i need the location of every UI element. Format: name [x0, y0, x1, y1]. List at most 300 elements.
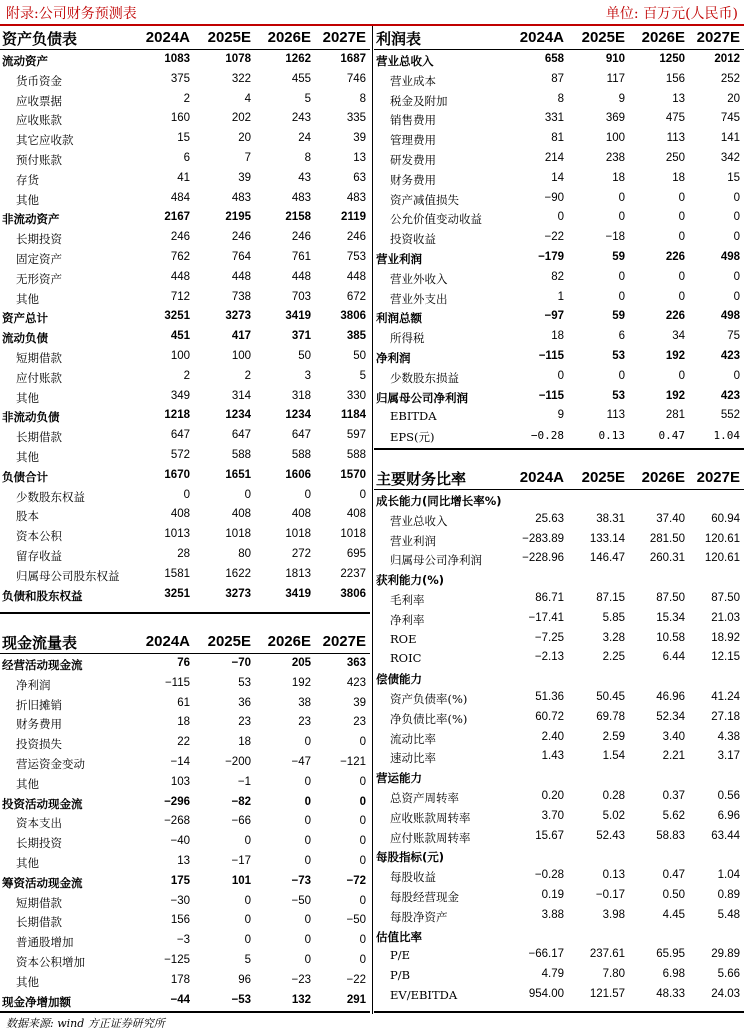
- balance-row-label: 其他: [16, 390, 39, 405]
- balance-cell: 15: [177, 132, 190, 145]
- income-cell: 0: [618, 211, 625, 224]
- cashflow-cell: 18: [177, 716, 190, 729]
- balance-row: [0, 446, 370, 466]
- income-row: [374, 109, 744, 129]
- cashflow-cell: 205: [291, 657, 311, 669]
- income-cell: 0: [678, 231, 685, 244]
- balance-row-label: 短期借款: [16, 350, 62, 365]
- balance-cell: 1218: [164, 409, 190, 422]
- balance-cell: 3273: [225, 310, 251, 323]
- balance-cell: 2167: [164, 211, 190, 224]
- ratios-row-label: 估值比率: [376, 929, 422, 944]
- ratios-cell: 0.89: [717, 888, 740, 901]
- income-row: [374, 70, 744, 90]
- balance-cell: 484: [170, 191, 190, 204]
- balance-row-label: 存货: [16, 172, 39, 187]
- balance-cell: 597: [346, 429, 366, 442]
- balance-cell: 1184: [341, 409, 366, 422]
- income-row: [374, 228, 744, 248]
- ratios-row: [374, 906, 744, 926]
- income-cell: 0: [733, 290, 740, 303]
- income-cell: 15: [727, 171, 740, 184]
- balance-cell: 24: [298, 132, 311, 145]
- ratios-cell: 48.33: [656, 987, 685, 1000]
- balance-cell: 3273: [225, 587, 251, 600]
- balance-cell: 1813: [285, 567, 311, 580]
- cashflow-cell: −200: [225, 755, 251, 768]
- cashflow-cell: 175: [170, 874, 190, 887]
- ratios-row-label: 净利率: [390, 612, 425, 627]
- ratios-col-header: 2025E: [581, 469, 625, 486]
- balance-row-label: 其他: [16, 449, 39, 464]
- ratios-row-label: 归属母公司净利润: [390, 553, 482, 568]
- ratios-row-label: 每股收益: [390, 870, 436, 885]
- income-cell: 9: [618, 92, 625, 105]
- ratios-row-label: 每股净资产: [390, 909, 448, 924]
- balance-cell: 647: [170, 429, 190, 442]
- balance-cell: 1078: [225, 53, 251, 65]
- income-row: [374, 268, 744, 288]
- income-col-header: 2025E: [581, 29, 625, 46]
- income-col-header: 2026E: [641, 29, 685, 46]
- ratios-row-label: 速动比率: [390, 751, 436, 766]
- cashflow-bottom-rule: [0, 1011, 370, 1013]
- ratios-cell: 2.59: [602, 730, 625, 743]
- income-cell: 2012: [714, 53, 740, 65]
- cashflow-cell: −3: [176, 934, 190, 947]
- balance-cell: 483: [291, 191, 311, 204]
- cashflow-cell: 291: [346, 993, 366, 1006]
- cashflow-cell: 0: [304, 736, 311, 749]
- income-row-label: 研发费用: [390, 152, 436, 167]
- ratios-cell: 12.15: [711, 651, 740, 664]
- ratios-row: [374, 490, 744, 510]
- ratios-cell: 52.34: [656, 710, 685, 723]
- cashflow-cell: 0: [359, 815, 366, 828]
- cashflow-row-label: 投资活动现金流: [2, 796, 83, 811]
- balance-cell: 761: [291, 250, 311, 263]
- balance-col-header: 2027E: [322, 29, 366, 46]
- balance-cell: 246: [291, 231, 311, 244]
- income-cell: 113: [606, 409, 625, 422]
- balance-cell: 1606: [285, 468, 311, 481]
- income-cell: 87: [551, 72, 564, 85]
- cashflow-cell: −50: [346, 914, 366, 927]
- cashflow-row: [0, 713, 370, 733]
- income-cell: 18: [672, 171, 685, 184]
- balance-cell: 753: [346, 250, 366, 263]
- income-row-label: 资产减值损失: [390, 192, 459, 207]
- balance-cell: 5: [304, 92, 311, 105]
- balance-cell: 50: [298, 349, 311, 362]
- balance-row: [0, 486, 370, 506]
- balance-cell: 588: [231, 448, 251, 461]
- ratios-col-header: 2024A: [519, 469, 564, 486]
- balance-row: [0, 149, 370, 169]
- income-cell: 192: [665, 389, 685, 402]
- balance-row: [0, 307, 370, 327]
- income-cell: 0: [733, 191, 740, 204]
- cashflow-cell: 61: [177, 696, 190, 709]
- balance-cell: 3419: [285, 310, 311, 323]
- cashflow-row: [0, 852, 370, 872]
- cashflow-cell: 0: [304, 815, 311, 828]
- ratios-cell: 69.78: [596, 710, 625, 723]
- income-cell: 18: [612, 171, 625, 184]
- ratios-cell: −0.17: [595, 888, 625, 901]
- cashflow-cell: 53: [238, 676, 251, 689]
- ratios-cell: 0.37: [662, 789, 685, 802]
- income-cell: −115: [538, 349, 564, 362]
- balance-cell: 2: [183, 92, 190, 105]
- ratios-row-label: 流动比率: [390, 731, 436, 746]
- balance-row-label: 其他: [16, 291, 39, 306]
- ratios-cell: −283.89: [522, 532, 564, 545]
- ratios-cell: 133.14: [589, 532, 625, 545]
- balance-sheet-table: [0, 26, 370, 604]
- cashflow-cell: −50: [291, 894, 311, 907]
- ratios-cell: 38.31: [596, 512, 625, 525]
- income-cell: 423: [720, 389, 740, 402]
- balance-cell: 1670: [164, 468, 190, 481]
- ratios-cell: 3.98: [602, 908, 625, 921]
- income-row: [374, 327, 744, 347]
- balance-cell: 417: [231, 330, 251, 343]
- balance-row-label: 少数股东权益: [16, 489, 85, 504]
- income-cell: 0: [733, 270, 740, 283]
- ratios-row: [374, 569, 744, 589]
- ratios-cell: 0.50: [662, 888, 685, 901]
- ratios-row-label: ROIC: [390, 651, 422, 666]
- cashflow-row: [0, 872, 370, 892]
- balance-cell: 1234: [285, 409, 311, 422]
- cashflow-cell: 39: [353, 696, 366, 709]
- balance-cell: 3419: [285, 587, 311, 600]
- ratios-cell: 0.20: [541, 789, 564, 802]
- cashflow-cell: 101: [231, 874, 251, 887]
- balance-cell: 588: [346, 448, 366, 461]
- cashflow-row: [0, 971, 370, 991]
- cashflow-cell: −66: [231, 815, 251, 828]
- balance-row: [0, 545, 370, 565]
- income-row: [374, 129, 744, 149]
- cashflow-row: [0, 753, 370, 773]
- cashflow-row-label: 现金净增加额: [2, 994, 71, 1009]
- cashflow-row: [0, 931, 370, 951]
- ratios-cell: 60.72: [535, 710, 564, 723]
- income-cell: 226: [665, 250, 685, 263]
- balance-row: [0, 387, 370, 407]
- cashflow-cell: 0: [359, 953, 366, 966]
- balance-row: [0, 406, 370, 426]
- balance-cell: 695: [346, 547, 366, 560]
- income-cell: 658: [544, 53, 564, 65]
- ratios-cell: 7.80: [602, 968, 625, 981]
- cashflow-cell: 23: [238, 716, 251, 729]
- ratios-cell: 1.54: [602, 750, 625, 763]
- ratios-cell: −66.17: [528, 948, 564, 961]
- balance-row: [0, 50, 370, 70]
- ratios-row-label: 营运能力: [376, 771, 422, 786]
- income-cell: 552: [720, 409, 740, 422]
- cashflow-cell: −17: [231, 854, 251, 867]
- balance-row-label: 归属母公司股东权益: [16, 568, 120, 583]
- cashflow-cell: −125: [164, 953, 190, 966]
- balance-row-label: 预付账款: [16, 152, 62, 167]
- balance-cell: 1083: [164, 53, 190, 65]
- income-cell: 745: [720, 112, 740, 125]
- balance-cell: 762: [170, 250, 190, 263]
- cashflow-cell: 178: [170, 973, 190, 986]
- balance-cell: 375: [170, 72, 190, 85]
- cashflow-cell: 0: [304, 775, 311, 788]
- appendix-title: 附录:公司财务预测表: [6, 6, 137, 22]
- balance-row: [0, 70, 370, 90]
- balance-cell: 0: [244, 488, 251, 501]
- ratios-row: [374, 886, 744, 906]
- cashflow-cell: 103: [170, 775, 190, 788]
- cashflow-col-header: 2025E: [207, 633, 251, 650]
- income-cell: 0: [678, 211, 685, 224]
- balance-row: [0, 367, 370, 387]
- balance-cell: 1018: [340, 528, 366, 541]
- cashflow-row-label: 其他: [16, 855, 39, 870]
- ratios-cell: 24.03: [711, 987, 740, 1000]
- balance-cell: 1651: [225, 468, 251, 481]
- balance-row: [0, 228, 370, 248]
- balance-row-label: 股本: [16, 509, 39, 524]
- ratios-row-label: 毛利率: [390, 592, 425, 607]
- ratios-cell: 87.15: [596, 591, 625, 604]
- income-cell: 498: [720, 250, 740, 263]
- balance-cell: 1570: [340, 468, 366, 481]
- income-cell: 34: [672, 330, 685, 343]
- balance-row: [0, 347, 370, 367]
- income-cell: 1.04: [713, 429, 740, 443]
- ratios-cell: 0.13: [602, 869, 625, 882]
- balance-cell: 2: [183, 369, 190, 382]
- ratios-row: [374, 510, 744, 530]
- balance-cell: 408: [231, 508, 251, 521]
- ratios-cell: 58.83: [656, 829, 685, 842]
- balance-cell: 385: [346, 330, 366, 343]
- ratios-cell: 5.62: [662, 809, 685, 822]
- cashflow-cell: 0: [359, 835, 366, 848]
- income-cell: 0: [618, 270, 625, 283]
- income-row: [374, 208, 744, 228]
- income-cell: −179: [538, 250, 564, 263]
- balance-cell: 408: [346, 508, 366, 521]
- income-cell: 331: [544, 112, 564, 125]
- cashflow-cell: 0: [304, 953, 311, 966]
- income-cell: 9: [557, 409, 564, 422]
- income-cell: 100: [605, 132, 625, 145]
- income-col-header: 2024A: [519, 29, 564, 46]
- income-cell: 14: [551, 171, 564, 184]
- ratios-col-header: 2026E: [641, 469, 685, 486]
- balance-cell: 448: [346, 270, 366, 283]
- balance-row: [0, 189, 370, 209]
- ratios-cell: 4.38: [717, 730, 740, 743]
- cashflow-row: [0, 832, 370, 852]
- cashflow-cell: −1: [237, 775, 251, 788]
- ratios-row: [374, 787, 744, 807]
- ratios-cell: 41.24: [711, 690, 740, 703]
- ratios-cell: 27.18: [711, 710, 740, 723]
- income-cell: −18: [605, 231, 625, 244]
- income-cell: 75: [727, 330, 740, 343]
- income-row: [374, 387, 744, 407]
- balance-cell: 80: [238, 547, 251, 560]
- cashflow-row: [0, 951, 370, 971]
- ratios-row-label: 资产负债率(%): [390, 691, 468, 706]
- ratios-row-label: P/E: [390, 948, 411, 963]
- ratios-cell: −2.13: [534, 651, 564, 664]
- balance-row: [0, 565, 370, 585]
- balance-row: [0, 525, 370, 545]
- balance-row: [0, 169, 370, 189]
- balance-col-header: 2024A: [145, 29, 190, 46]
- income-row: [374, 307, 744, 327]
- ratios-row: [374, 668, 744, 688]
- ratios-col-header: 2027E: [696, 469, 740, 486]
- income-row-label: 营业总收入: [376, 54, 434, 68]
- ratios-cell: 260.31: [649, 552, 685, 565]
- ratios-cell: 15.67: [535, 829, 564, 842]
- balance-cell: 246: [346, 231, 366, 244]
- cashflow-row-label: 投资损失: [16, 737, 62, 752]
- ratios-cell: 4.79: [541, 968, 564, 981]
- ratios-row: [374, 866, 744, 886]
- cashflow-row: [0, 812, 370, 832]
- income-cell: 214: [544, 151, 564, 164]
- balance-row: [0, 248, 370, 268]
- income-row: [374, 406, 744, 426]
- balance-row: [0, 505, 370, 525]
- income-col-header: 2027E: [696, 29, 740, 46]
- ratios-cell: 10.58: [656, 631, 685, 644]
- cashflow-cell: −82: [231, 795, 251, 808]
- income-cell: 141: [720, 132, 740, 145]
- cashflow-cell: 0: [359, 854, 366, 867]
- cashflow-cell: −296: [164, 795, 190, 808]
- cashflow-cell: 192: [291, 676, 311, 689]
- ratios-cell: 3.40: [662, 730, 685, 743]
- balance-row-label: 应收账款: [16, 113, 62, 128]
- balance-cell: 0: [304, 488, 311, 501]
- ratios-row-label: 每股经营现金: [390, 889, 459, 904]
- ratios-cell: 6.96: [717, 809, 740, 822]
- income-cell: 498: [720, 310, 740, 323]
- balance-cell: 6: [183, 151, 190, 164]
- ratios-cell: 3.17: [717, 750, 740, 763]
- cashflow-cell: 13: [177, 854, 190, 867]
- balance-cell: 43: [298, 171, 311, 184]
- income-cell: 369: [605, 112, 625, 125]
- cashflow-cell: 423: [346, 676, 366, 689]
- balance-cell: 246: [231, 231, 251, 244]
- balance-row-label: 非流动资产: [2, 212, 60, 227]
- ratios-cell: −7.25: [534, 631, 564, 644]
- balance-cell: 712: [170, 290, 190, 303]
- balance-row-label: 货币资金: [16, 73, 62, 88]
- income-cell: 0: [557, 369, 564, 382]
- ratios-cell: 5.85: [602, 611, 625, 624]
- income-cell: 238: [605, 151, 625, 164]
- balance-row-label: 其它应收款: [16, 133, 74, 148]
- income-row-label: EPS(元): [390, 430, 435, 445]
- income-cell: 113: [666, 132, 685, 145]
- income-cell: 1250: [659, 53, 685, 65]
- cashflow-cell: 0: [304, 914, 311, 927]
- balance-col-header: 2025E: [207, 29, 251, 46]
- income-cell: 0.47: [658, 429, 685, 443]
- cashflow-cell: −70: [231, 657, 251, 669]
- ratios-row-label: 每股指标(元): [376, 850, 445, 865]
- income-row: [374, 367, 744, 387]
- income-cell: 0: [678, 369, 685, 382]
- ratios-row: [374, 648, 744, 668]
- cashflow-cell: 0: [304, 854, 311, 867]
- cashflow-row: [0, 773, 370, 793]
- cashflow-cell: 0: [359, 795, 366, 808]
- cashflow-cell: 22: [177, 736, 190, 749]
- balance-cell: 28: [177, 547, 190, 560]
- cashflow-cell: 0: [359, 775, 366, 788]
- ratios-cell: 0.19: [541, 888, 564, 901]
- balance-header: [0, 26, 370, 50]
- ratios-cell: 51.36: [535, 690, 564, 703]
- income-cell: 53: [612, 349, 625, 362]
- ratios-cell: 46.96: [656, 690, 685, 703]
- cashflow-cell: −72: [346, 874, 366, 887]
- income-cell: −90: [544, 191, 564, 204]
- cashflow-row-label: 普通股增加: [16, 935, 74, 950]
- ratios-row: [374, 827, 744, 847]
- ratios-row: [374, 708, 744, 728]
- balance-cell: 20: [238, 132, 251, 145]
- ratios-cell: 52.43: [596, 829, 625, 842]
- ratios-row: [374, 629, 744, 649]
- ratios-cell: 120.61: [704, 532, 740, 545]
- income-cell: 82: [551, 270, 564, 283]
- balance-row-label: 其他: [16, 192, 39, 207]
- cashflow-cell: 18: [238, 736, 251, 749]
- ratios-cell: 6.44: [662, 651, 685, 664]
- income-row: [374, 288, 744, 308]
- balance-cell: 41: [177, 171, 190, 184]
- ratios-cell: 25.63: [535, 512, 564, 525]
- income-row-label: 净利润: [376, 350, 411, 365]
- balance-row-label: 资产总计: [2, 311, 48, 326]
- cashflow-cell: −73: [291, 874, 311, 887]
- ratios-header: [374, 466, 744, 490]
- balance-cell: 408: [170, 508, 190, 521]
- ratios-row-label: EV/EBITDA: [390, 987, 458, 1002]
- income-row: [374, 149, 744, 169]
- balance-cell: 100: [231, 349, 251, 362]
- balance-cell: 160: [170, 112, 190, 125]
- balance-cell: 2: [244, 369, 251, 382]
- cashflow-row-label: 资本支出: [16, 816, 62, 831]
- cashflow-row: [0, 674, 370, 694]
- balance-cell: 349: [170, 389, 190, 402]
- balance-cell: 448: [170, 270, 190, 283]
- cashflow-cell: −40: [170, 835, 190, 848]
- income-cell: 252: [720, 72, 740, 85]
- balance-cell: 2237: [340, 567, 366, 580]
- cashflow-cell: −53: [231, 993, 251, 1006]
